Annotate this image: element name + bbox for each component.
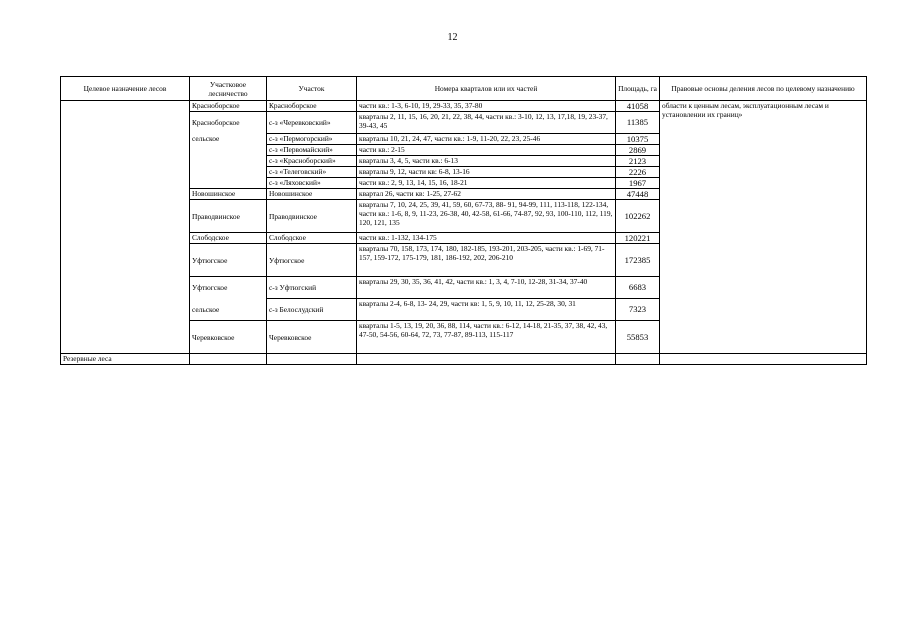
quarters-cell: части кв.: 1-132, 134-175 [357,233,616,244]
header-purpose: Целевое назначение лесов [61,77,190,101]
plot-cell: с-з «Телеговский» [267,167,357,178]
forestry-cell [190,156,267,167]
table-header-row [61,77,867,101]
reserve-row [61,354,867,365]
area-cell: 102262 [616,200,660,233]
quarters-cell: кварталы 10, 21, 24, 47, части кв.: 1-9, 11-20, 22, 23, 25-46 [357,134,616,145]
quarters-cell: кварталы 2, 11, 15, 16, 20, 21, 22, 38, 44, части кв.: 3-10, 12, 13, 17,18, 19, 23-37, 39-43, 45 [357,112,616,134]
legal-basis-cell: области к ценным лесам, эксплуатационным лесам и установлении их границ» [660,101,867,354]
quarters-cell: кварталы 70, 158, 173, 174, 180, 182-185, 193-201, 203-205, части кв.: 1-69, 71- 157, 159-172, 175-179, 181, 186-192, 202, 206-210 [357,244,616,277]
plot-cell: с-з Белослудский [267,299,357,321]
forestry-cell: сельское [190,134,267,145]
empty-cell [357,354,616,365]
quarters-cell: части кв.: 2-15 [357,145,616,156]
plot-cell: с-з Уфтюгский [267,277,357,299]
plot-cell: Новошинское [267,189,357,200]
page-number: 12 [447,32,458,43]
plot-cell: с-з «Первомайский» [267,145,357,156]
area-cell: 172385 [616,244,660,277]
forestry-cell: Красноборское [190,112,267,134]
area-cell: 11385 [616,112,660,134]
quarters-cell: части кв.: 1-3, 6-10, 19, 29-33, 35, 37-80 [357,101,616,112]
area-cell: 10375 [616,134,660,145]
forestry-cell: Новошинское [190,189,267,200]
area-cell: 2123 [616,156,660,167]
header-plot: Участок [267,77,357,101]
plot-cell: Уфтюгское [267,244,357,277]
area-cell: 1967 [616,178,660,189]
forestry-cell [190,167,267,178]
quarters-cell: квартал 26, части кв: 1-25, 27-62 [357,189,616,200]
area-cell: 2869 [616,145,660,156]
area-cell: 47448 [616,189,660,200]
area-cell: 2226 [616,167,660,178]
forestry-cell: Праводвинское [190,200,267,233]
reserve-label-cell: Резервные леса [61,354,190,365]
quarters-cell: части кв.: 2, 9, 13, 14, 15, 16, 18-21 [357,178,616,189]
forestry-cell: Черевковское [190,321,267,354]
area-cell: 55853 [616,321,660,354]
empty-cell [267,354,357,365]
header-forestry: Участковое лесничество [190,77,267,101]
area-cell: 6683 [616,277,660,299]
empty-cell [616,354,660,365]
empty-cell [190,354,267,365]
plot-cell: с-з «Ляховский» [267,178,357,189]
forestry-cell: Слободское [190,233,267,244]
forestry-cell: Уфтюгское [190,244,267,277]
plot-cell: Слободское [267,233,357,244]
forestry-cell [190,145,267,156]
table-row [61,101,867,112]
header-legal: Правовые основы деления лесов по целевому назначению [660,77,867,101]
quarters-cell: кварталы 1-5, 13, 19, 20, 36, 88, 114, части кв.: 6-12, 14-18, 21-35, 37, 38, 42, 43, 47-50, 54-56, 60-64, 72, 73, 77-87, 89-113, 115-117 [357,321,616,354]
forestry-cell [190,178,267,189]
plot-cell: с-з «Черевковский» [267,112,357,134]
area-cell: 41058 [616,101,660,112]
forest-purpose-table [60,76,867,365]
area-cell: 120221 [616,233,660,244]
area-cell: 7323 [616,299,660,321]
empty-cell [660,354,867,365]
header-quarters: Номера кварталов или их частей [357,77,616,101]
quarters-cell: кварталы 7, 10, 24, 25, 39, 41, 59, 60, 67-73, 88- 91, 94-99, 111, 113-118, 122-134, части кв.: 1-6, 8, 9, 11-23, 26-38, 40, 42-58, 61-66, 74-87, 92, 93, 100-110, 112, 119, 120, 121, 135 [357,200,616,233]
forestry-cell: Уфтюгское [190,277,267,299]
plot-cell: Праводвинское [267,200,357,233]
forestry-cell: сельское [190,299,267,321]
plot-cell: с-з «Красноборский» [267,156,357,167]
quarters-cell: кварталы 2-4, 6-8, 13- 24, 29, части кв: 1, 5, 9, 10, 11, 12, 25-28, 30, 31 [357,299,616,321]
quarters-cell: кварталы 29, 30, 35, 36, 41, 42, части кв.: 1, 3, 4, 7-10, 12-28, 31-34, 37-40 [357,277,616,299]
quarters-cell: кварталы 3, 4, 5, части кв.: 6-13 [357,156,616,167]
forestry-cell: Красноборское [190,101,267,112]
header-area: Площадь, га [616,77,660,101]
plot-cell: Черевковское [267,321,357,354]
quarters-cell: кварталы 9, 12, части кв: 6-8, 13-16 [357,167,616,178]
purpose-cell [61,101,190,354]
plot-cell: с-з «Пермогорский» [267,134,357,145]
plot-cell: Красноборское [267,101,357,112]
